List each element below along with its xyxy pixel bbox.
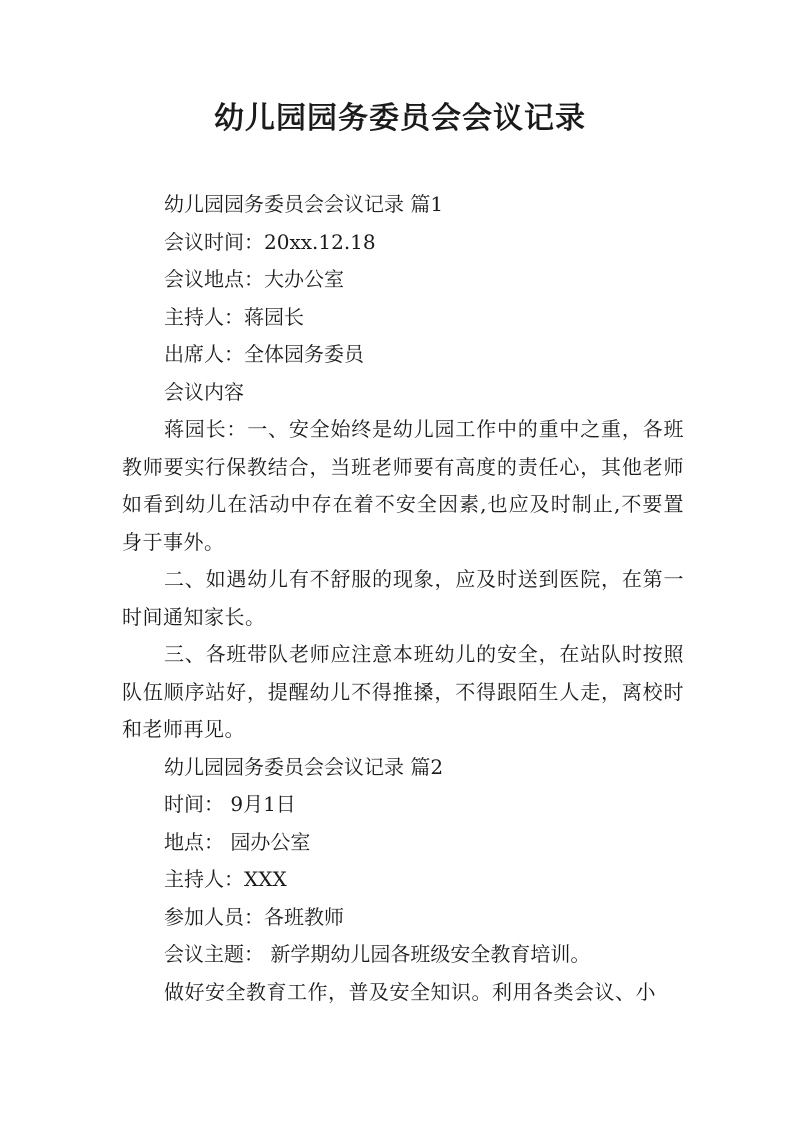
section2-theme: 会议主题： 新学期幼儿园各班级安全教育培训。	[164, 942, 591, 966]
section1-heading: 幼儿园园务委员会会议记录 篇1	[164, 192, 444, 216]
section1-paragraph-1: 蒋园长：一、安全始终是幼儿园工作中的重中之重，各班教师要实行保教结合，当班老师要有高度的责任心，其他老师如看到幼儿在活动中存在着不安全因素,也应及时制止,不要置身于事外。	[122, 417, 684, 554]
section1-paragraph-3: 三、各班带队老师应注意本班幼儿的安全，在站队时按照队伍顺序站好，提醒幼儿不得推搡，不得跟陌生人走，离校时和老师再见。	[122, 642, 684, 741]
section2-paragraph-1: 做好安全教育工作，普及安全知识。利用各类会议、小	[164, 979, 656, 1004]
section2-host: 主持人：XXX	[164, 867, 287, 891]
section1-attendees: 出席人：全体园务委员	[164, 342, 364, 366]
section1-content-label: 会议内容	[164, 379, 244, 404]
section2-attendees: 参加人员：各班教师	[164, 904, 344, 929]
section2-time: 时间： 9月1日	[164, 792, 296, 816]
section1-meeting-place: 会议地点：大办公室	[164, 267, 344, 291]
document-title: 幼儿园园务委员会会议记录	[214, 101, 586, 136]
section1-host: 主持人：蒋园长	[164, 304, 304, 329]
section2-heading: 幼儿园园务委员会会议记录 篇2	[164, 754, 444, 779]
section2-place: 地点： 园办公室	[164, 829, 311, 854]
document-body	[122, 186, 684, 1011]
section1-paragraph-2: 二、如遇幼儿有不舒服的现象，应及时送到医院，在第一时间通知家长。	[122, 567, 684, 629]
section1-meeting-time: 会议时间：20xx.12.18	[164, 229, 376, 254]
